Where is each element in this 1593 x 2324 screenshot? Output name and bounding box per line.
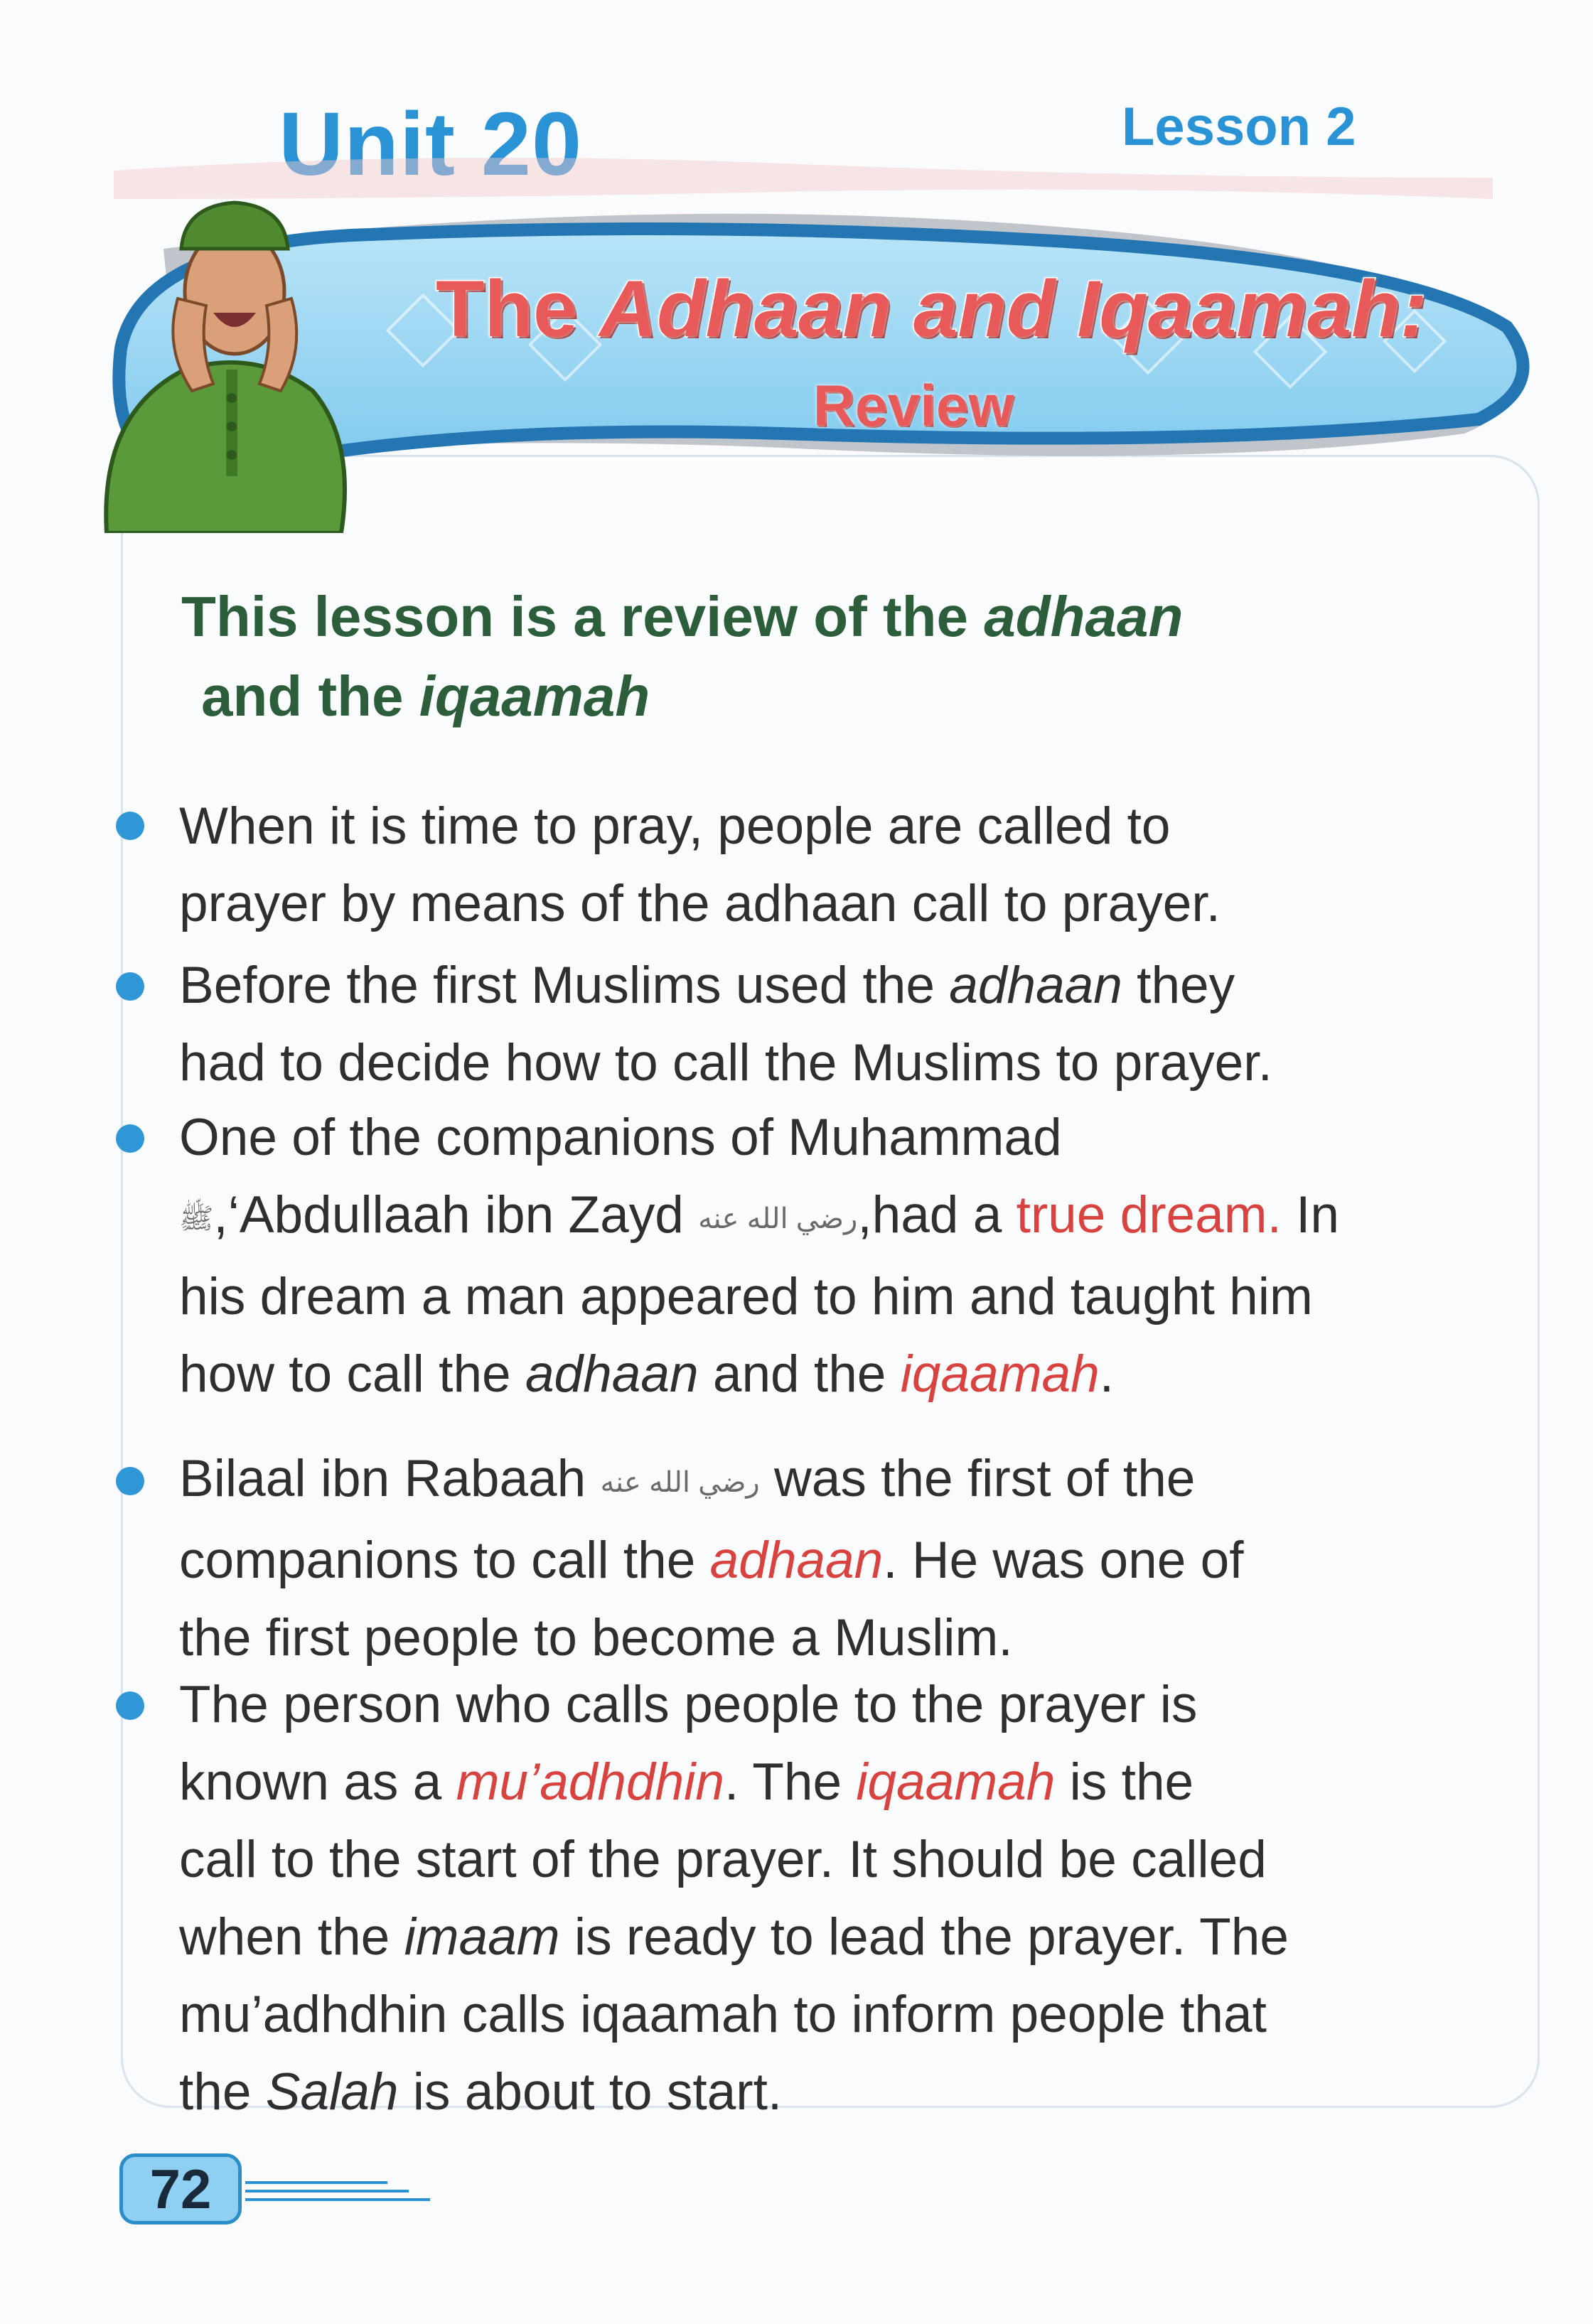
bullet-item-2: Before the first Muslims used the adhaan they had to decide how to call the Muslims to prayer. [179, 957, 1272, 1092]
page-number: 72 [119, 2153, 242, 2225]
lesson-label: Lesson 2 [1122, 97, 1356, 157]
honorific-glyph: ﷺ [179, 1203, 214, 1234]
bullet-item-3: One of the companions of Muhammad ﷺ,‘Abdullaah ibn Zayd رضي الله عنه,had a true dream. In his dream a man appeared to him and taught him how to call the adhaan and the iqaamah. [179, 1109, 1340, 1403]
bullet-item-5: The person who calls people to the prayer is known as a mu’adhdhin. The iqaamah is the call to the start of the prayer. It should be called when the imaam is ready to lead the prayer. The mu’adhdhin calls iqaamah to inform people that the Salah is about to start. [179, 1676, 1289, 2121]
banner-title: The Adhaan and Iqaamah: [436, 264, 1427, 353]
bullet-dot-icon [116, 812, 144, 840]
bullet-dot-icon [116, 1467, 144, 1495]
page-number-lines [245, 2178, 437, 2214]
bullet-dot-icon [116, 1124, 144, 1153]
banner-subtitle: Review [812, 374, 1014, 439]
bullet-item-4: Bilaal ibn Rabaah رضي الله عنه was the first of the companions to call the adhaan. He was one of the first people to become a Muslim. [179, 1450, 1244, 1667]
intro-line-2: and the iqaamah [201, 665, 650, 728]
bullet-dot-icon [116, 1691, 144, 1720]
unit-title: Unit 20 [279, 94, 583, 194]
bullet-item-1: When it is time to pray, people are called to prayer by means of the adhaan call to prayer. [179, 797, 1221, 932]
lesson-intro [181, 577, 1496, 736]
bullet-dot-icon [116, 972, 144, 1001]
honorific-glyph: رضي الله عنه [600, 1467, 760, 1498]
intro-line-1: This lesson is a review of the adhaan [181, 585, 1184, 648]
honorific-glyph: رضي الله عنه [698, 1203, 858, 1234]
